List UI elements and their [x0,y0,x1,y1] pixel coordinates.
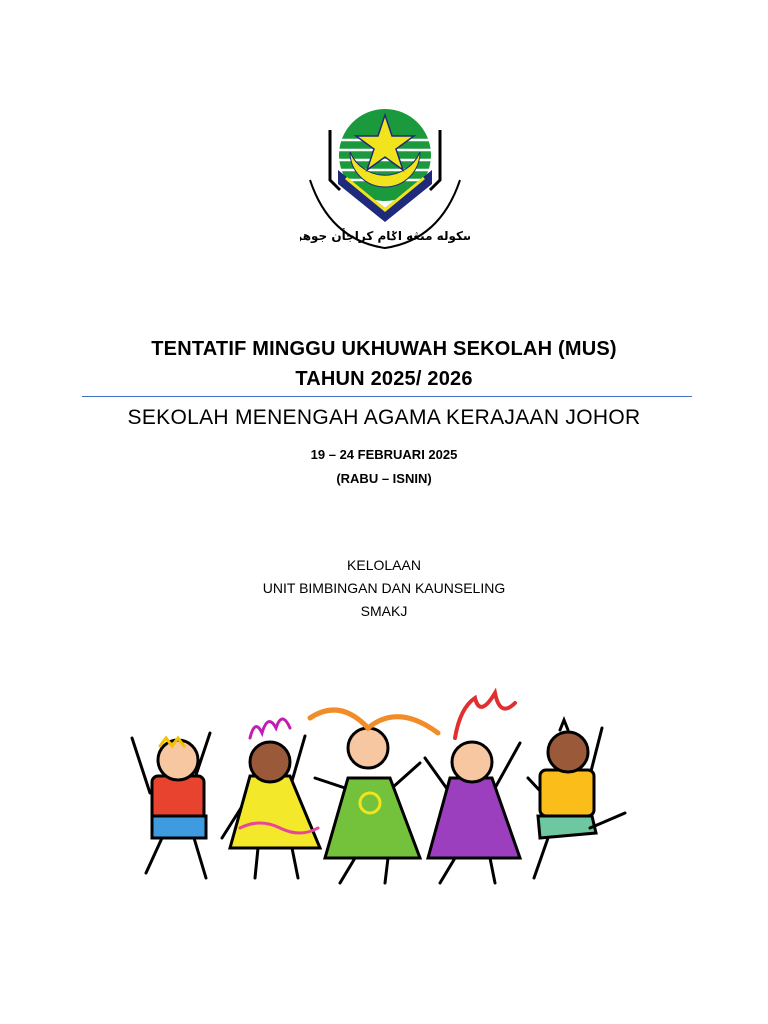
school-name: SEKOLAH MENENGAH AGAMA KERAJAAN JOHOR [127,406,641,429]
child-1 [132,733,210,878]
child-3 [310,710,438,883]
title-divider [82,396,692,397]
date-days: (RABU – ISNIN) [336,471,432,486]
logo-motto: سكوله منڠه اݢام كراجأن جوهر [300,229,470,243]
date-range: 19 – 24 FEBRUARI 2025 [310,447,458,462]
school-logo [300,100,470,260]
child-2 [222,719,320,878]
document-title-line-2: TAHUN 2025/ 2026 [295,368,473,390]
management-unit: UNIT BIMBINGAN DAN KAUNSELING [262,580,506,596]
child-5 [528,720,625,878]
document-title-line-1: TENTATIF MINGGU UKHUWAH SEKOLAH (MUS) [151,338,617,360]
dancing-children-illustration [120,688,650,888]
management-abbr: SMAKJ [360,603,408,619]
child-4 [425,693,520,883]
management-label: KELOLAAN [347,557,421,573]
